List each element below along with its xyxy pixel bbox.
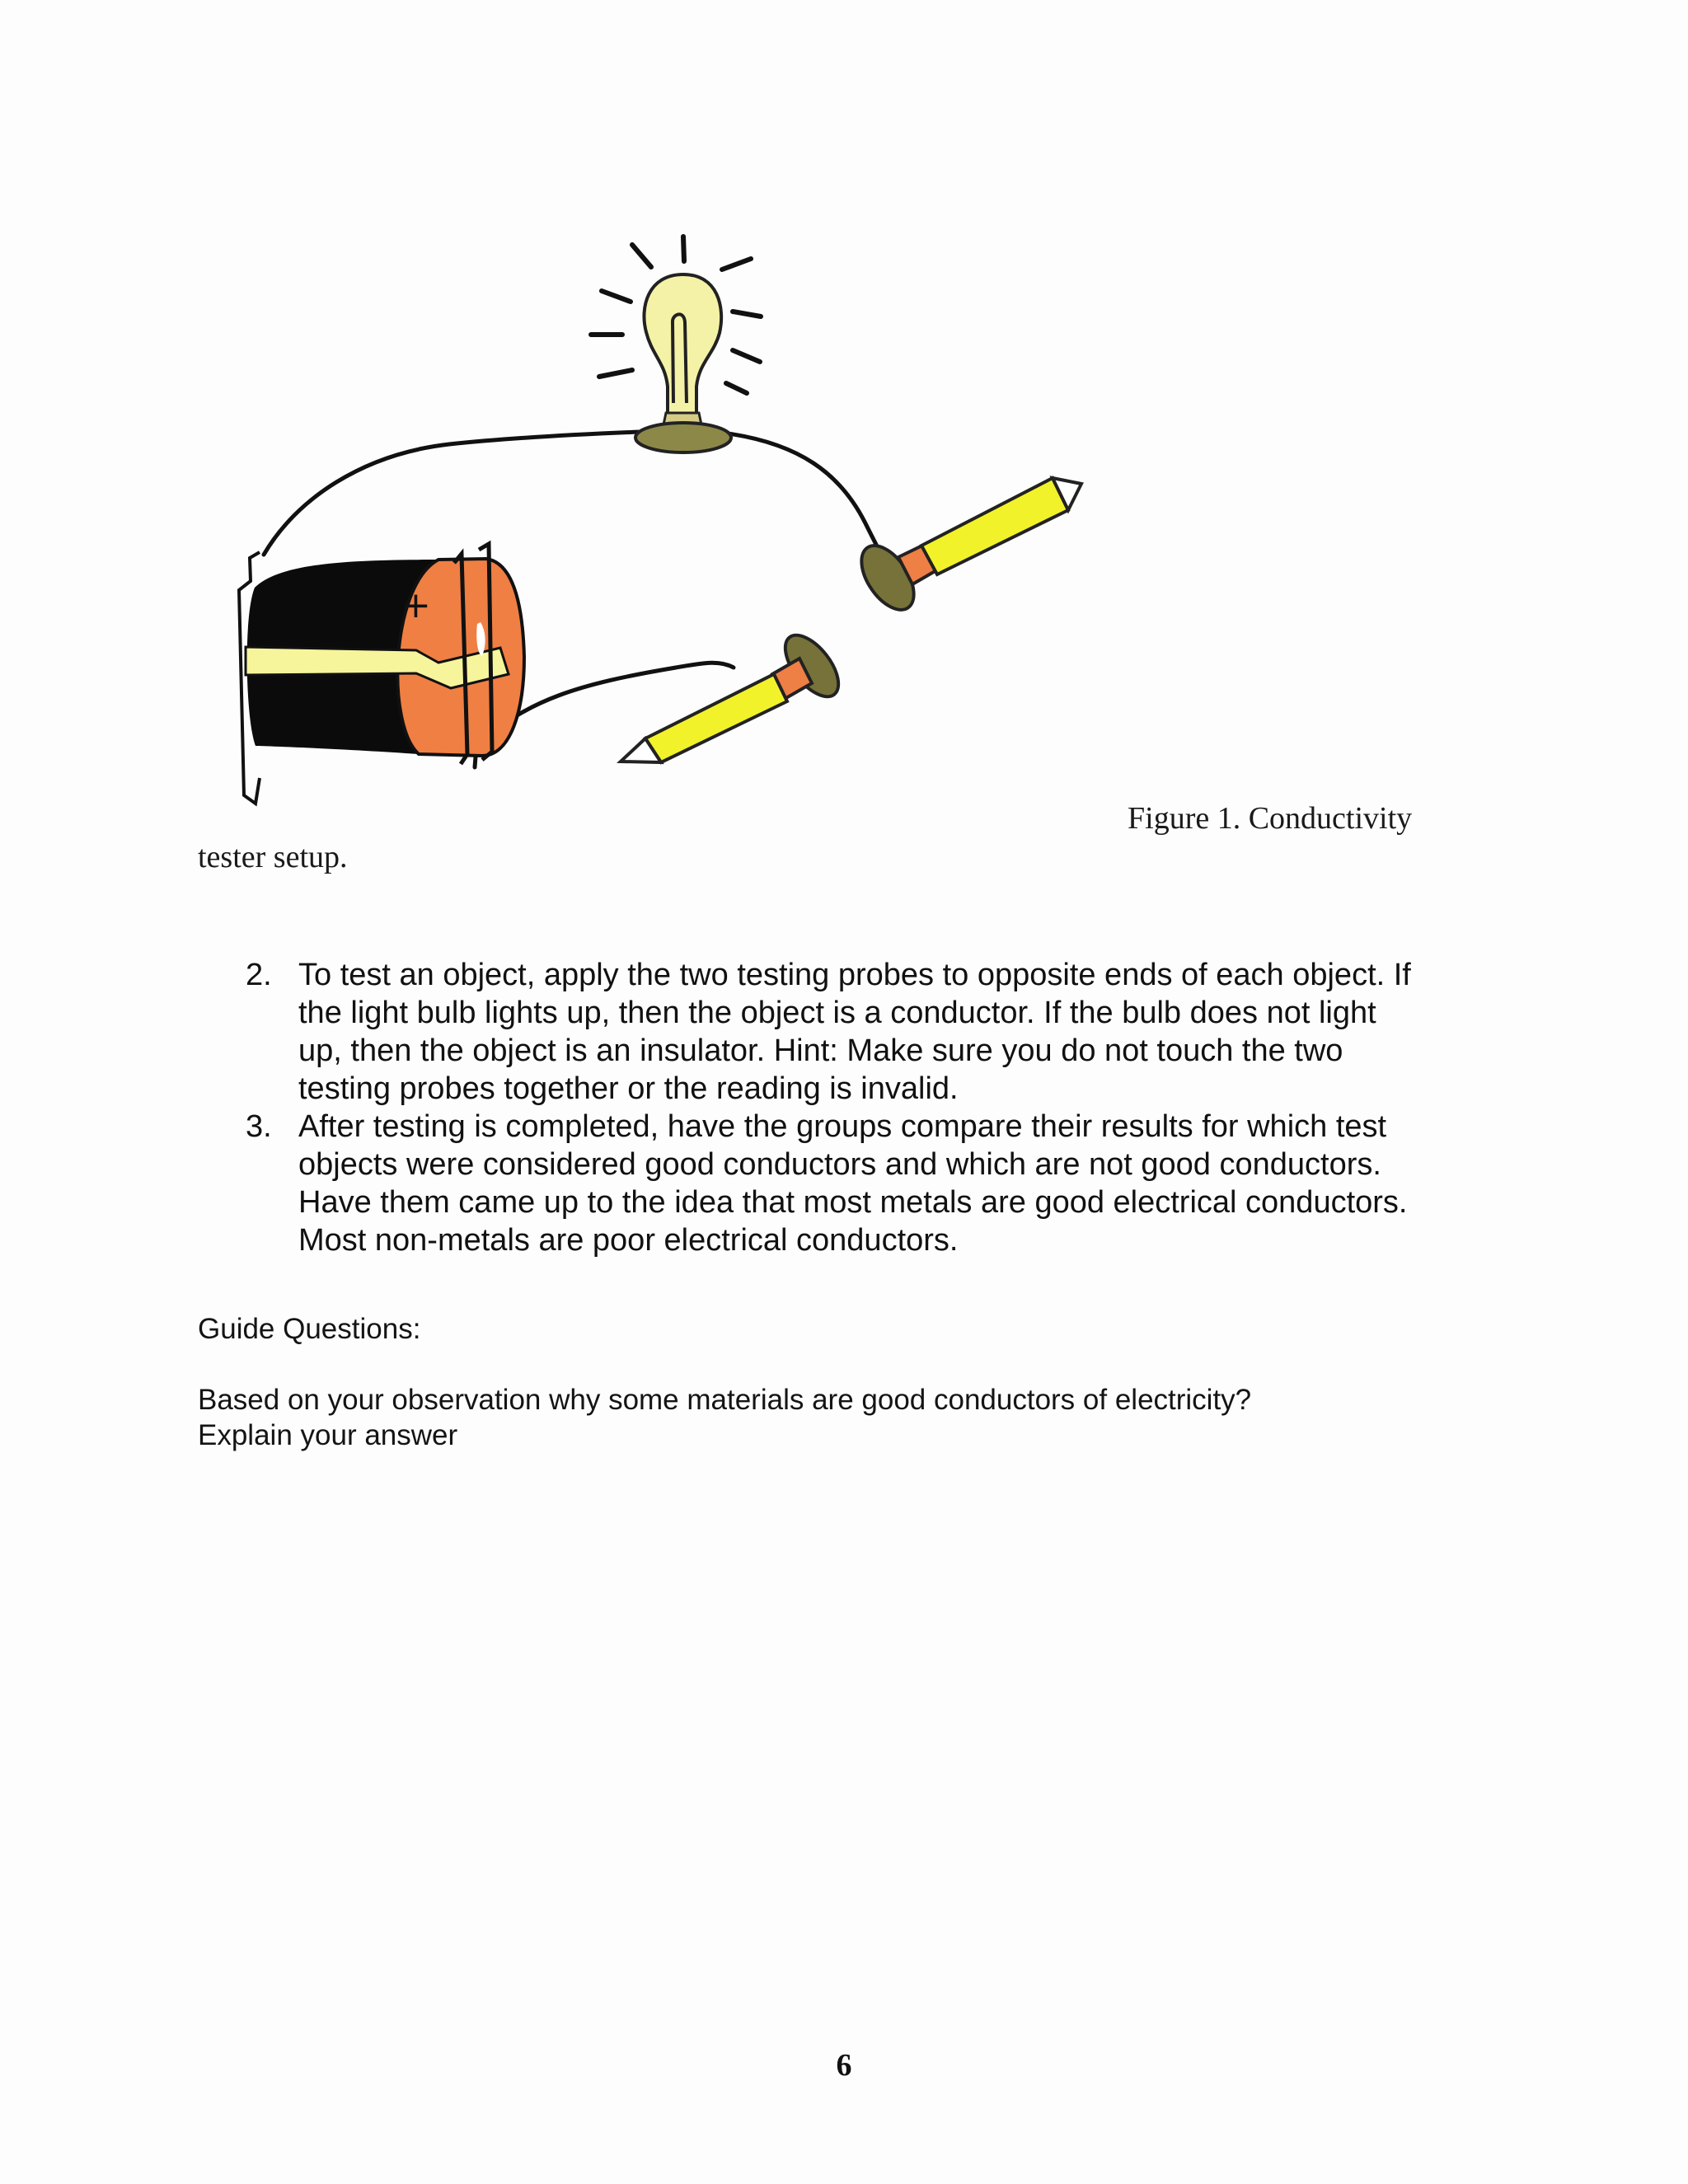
step-number: 3. (246, 1109, 272, 1144)
page-number: 6 (836, 2048, 852, 2083)
testing-probe-icon (851, 478, 1081, 619)
ray-mid-left-1 (602, 291, 631, 302)
bulb-glass (644, 274, 721, 414)
procedure-steps (246, 956, 1498, 1259)
wire-battery-to-bulb (264, 432, 640, 555)
conductivity-tester-figure (231, 218, 1104, 820)
battery-plus-sign: + (401, 584, 431, 626)
procedure-step-3 (246, 1108, 1498, 1259)
guide-question (198, 1382, 1251, 1453)
step-text-line: Most non-metals are poor electrical conductors. (298, 1223, 959, 1258)
battery-icon (239, 544, 524, 804)
step-number: 2. (246, 958, 272, 992)
figure-caption (198, 799, 1434, 882)
ray-top (683, 237, 684, 261)
ray-lower-right (726, 383, 747, 393)
step-text-line: up, then the object is an insulator. Hint: Make sure you do not touch the two (298, 1033, 1343, 1068)
step-text-line: objects were considered good conductors and which are not good conductors. (298, 1147, 1381, 1182)
lower-probe-body (645, 674, 787, 762)
guide-question-line: Explain your answer (198, 1419, 458, 1451)
step-text-line: To test an object, apply the two testing probes to opposite ends of each object. If (298, 958, 1411, 992)
figure-caption-line-1: Figure 1. Conductivity (1128, 801, 1413, 836)
guide-question-line: Based on your observation why some materials are good conductors of electricity? (198, 1384, 1252, 1416)
step-text-line: Have them came up to the idea that most metals are good electrical conductors. (298, 1185, 1408, 1220)
procedure-step-2 (246, 956, 1498, 1108)
ray-lower-left (599, 370, 632, 377)
figure-caption-line-2: tester setup. (198, 840, 348, 874)
ray-mid-right-2 (733, 350, 760, 362)
testing-probe-icon (621, 626, 848, 762)
bulb-socket (635, 423, 731, 452)
upper-probe-body (921, 478, 1068, 574)
ray-upper-left (632, 245, 651, 267)
step-text-line: the light bulb lights up, then the object is a conductor. If the bulb does not light (298, 996, 1376, 1030)
light-bulb-icon (635, 274, 731, 452)
guide-questions-heading: Guide Questions: (198, 1313, 421, 1345)
step-text-line: After testing is completed, have the groups compare their results for which test (298, 1109, 1387, 1144)
ray-mid-right-1 (733, 312, 761, 316)
step-text-line: testing probes together or the reading is invalid. (298, 1071, 959, 1106)
ray-upper-right (722, 259, 751, 269)
